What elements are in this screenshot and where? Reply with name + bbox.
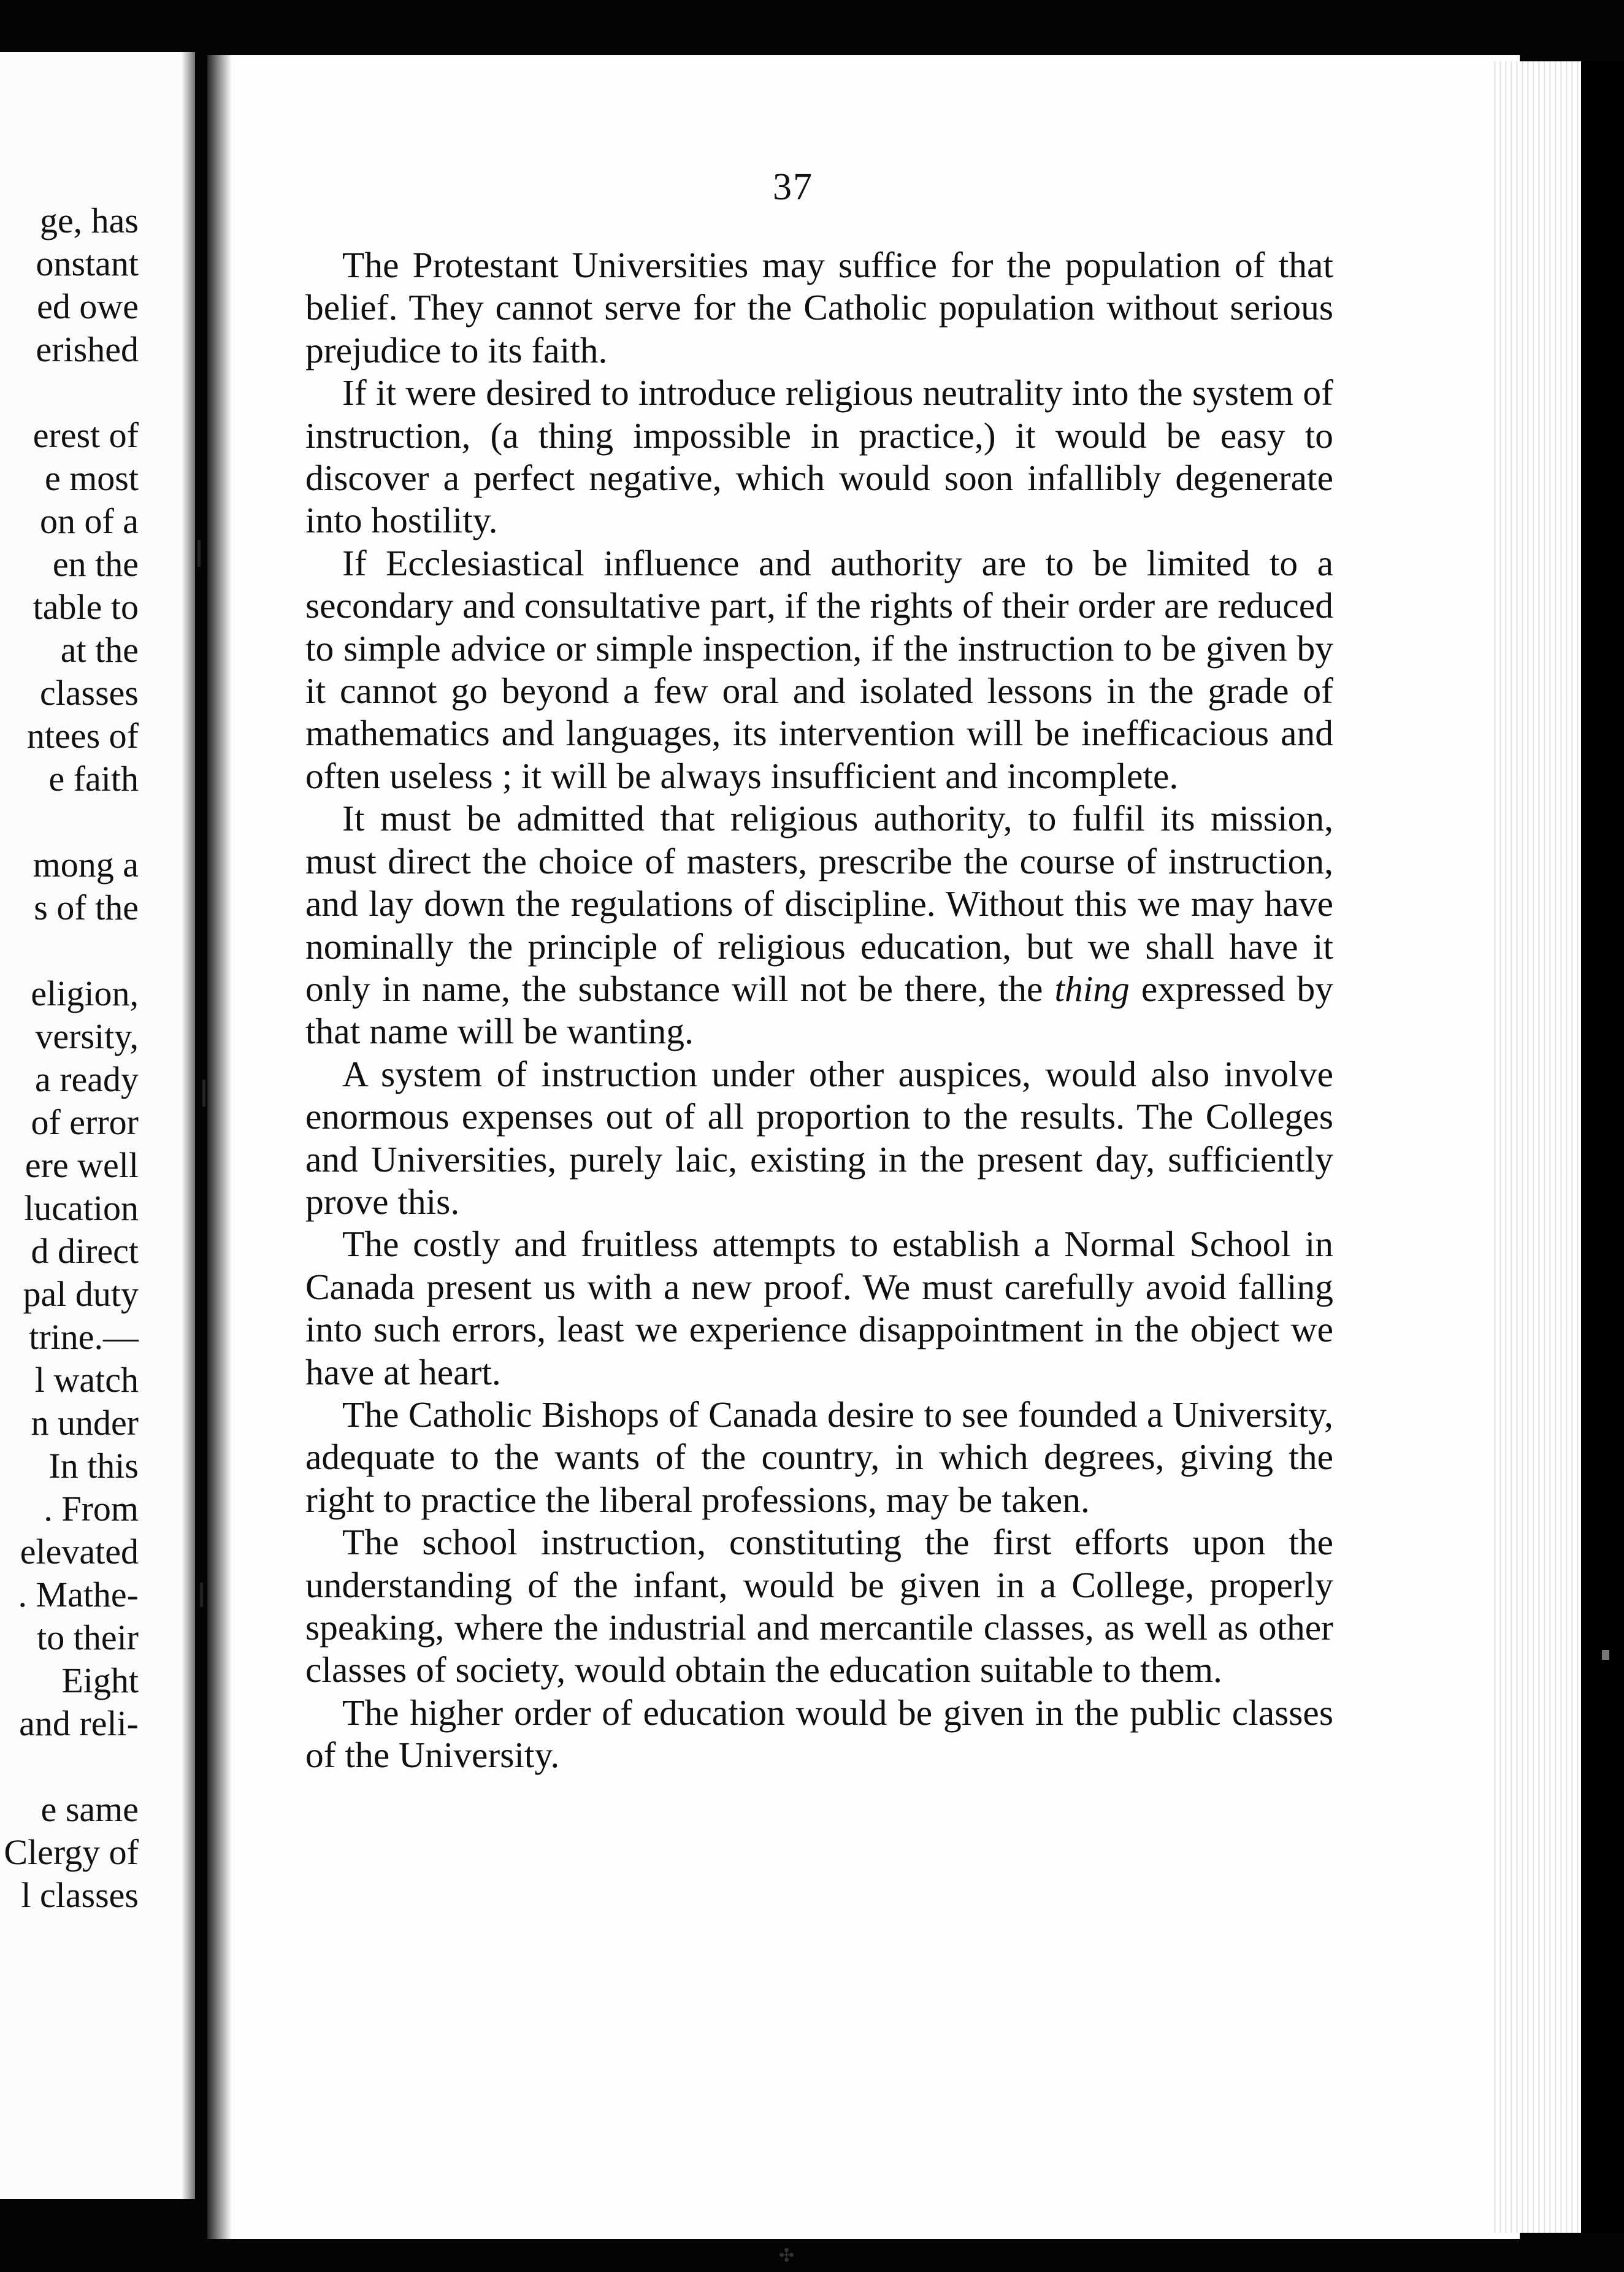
left-page-line: e faith: [48, 759, 139, 799]
left-page-line: ge, has: [39, 201, 139, 240]
paragraph-text: If it were desired to introduce religious neutrality into the system of instruction, (a thing impossible in practice,) it would be easy to discover a perfect negative, which would soon infallibly degenerate into hostility.: [305, 372, 1333, 541]
left-page-line: eligion,: [31, 973, 139, 1013]
page-number: 37: [773, 166, 813, 208]
paragraph-text: A system of instruction under other auspices, would also involve enormous expenses out of all proportion to the results. The Colleges and Universities, purely laic, existing in the present day, sufficiently prove this.: [305, 1053, 1333, 1222]
gutter-shadow-right: [207, 55, 232, 2239]
body-text: [305, 244, 1333, 1777]
scan-speck: [1602, 1650, 1609, 1660]
left-page-line: mong a: [33, 845, 139, 885]
paragraph: [305, 1692, 1333, 1777]
left-page-line: pal duty: [23, 1274, 139, 1314]
left-page-line: classes: [39, 673, 139, 713]
left-page-line: n under: [31, 1403, 139, 1443]
paragraph: [305, 797, 1333, 1053]
page-edges-shadow: [1581, 61, 1624, 2233]
binding-mark: [202, 1080, 205, 1107]
paragraph-text: The Protestant Universities may suffice for the population of that belief. They cannot serve for the Catholic population without serious prejudice to its faith.: [305, 245, 1333, 370]
left-page-line: elevated: [20, 1532, 139, 1572]
left-page-line: to their: [37, 1618, 139, 1657]
paragraph-text: If Ecclesiastical influence and authority are to be limited to a secondary and consultative part, if the rights of their order are reduced to simple advice or simple inspection, if the instruction to be given by it cannot go beyond a few oral and isolated lessons in the grade of mathematics and languages, its intervention will be inefficacious and often useless ; it will be always insufficient and incomplete.: [305, 542, 1333, 796]
left-page-line: at the: [60, 630, 139, 670]
binding-mark: [197, 540, 201, 567]
left-page-line: . From: [44, 1489, 139, 1529]
scan-speck: ✣: [779, 2246, 795, 2266]
left-page-line: lucation: [24, 1188, 139, 1228]
left-page-line: Eight: [61, 1660, 139, 1700]
left-page-line: en the: [52, 544, 139, 584]
gutter-shadow-left: [182, 52, 195, 2199]
left-page-fragment: [0, 52, 195, 2199]
paragraph-text: It must be admitted that religious authority, to fulfil its mission, must direct the choice of masters, prescribe the course of instruction, and lay down the regulations of discipline. Without this we may have nominally the principle of religious education, but we shall have it only in name, the substance will not be there, the: [305, 798, 1333, 1009]
paragraph: [305, 372, 1333, 542]
left-page-line: l classes: [21, 1875, 139, 1915]
paragraph: [305, 1394, 1333, 1521]
left-page-line: onstant: [36, 244, 139, 283]
left-page-line: l watch: [34, 1360, 139, 1400]
paragraph-text: The costly and fruitless attempts to establish a Normal School in Canada present us with a new proof. We must carefully avoid falling into such errors, least we experience disappointment in the object we have at heart.: [305, 1224, 1333, 1392]
page-edges: [1490, 61, 1581, 2233]
left-page-line: . Mathe-: [18, 1575, 139, 1614]
left-page-line: a ready: [34, 1059, 139, 1099]
left-page-line: erished: [36, 329, 139, 369]
paragraph: [305, 1223, 1333, 1394]
left-page-line: ntees of: [27, 716, 139, 756]
paragraph: [305, 542, 1333, 797]
left-page-line: s of the: [34, 888, 139, 927]
left-page-line: e same: [40, 1789, 139, 1829]
paragraph-text: The Catholic Bishops of Canada desire to see founded a University, adequate to the wants of the country, in which degrees, giving the right to practice the liberal professions, may be taken.: [305, 1394, 1333, 1520]
left-page-line: d direct: [31, 1231, 139, 1271]
left-page-line: e most: [44, 458, 139, 498]
left-page-line: on of a: [39, 501, 139, 541]
left-page-line: of error: [31, 1102, 139, 1142]
paragraph-text: expressed by that name will be wanting.: [305, 968, 1333, 1052]
left-page-line: Clergy of: [4, 1832, 139, 1872]
left-page-line: In this: [48, 1446, 139, 1486]
italic-text: thing: [1054, 968, 1130, 1009]
binding-mark: [200, 1583, 203, 1607]
paragraph: [305, 244, 1333, 372]
left-page-line: table to: [33, 587, 139, 627]
left-page-line: erest of: [33, 415, 139, 455]
left-page-line: and reli-: [19, 1703, 139, 1743]
paragraph: [305, 1053, 1333, 1224]
paragraph-text: The higher order of education would be given in the public classes of the University.: [305, 1692, 1333, 1776]
paragraph-text: The school instruction, constituting the first efforts upon the understanding of the infant, would be given in a College, properly speaking, where the industrial and mercantile classes, as well as other classes of society, would obtain the education suitable to them.: [305, 1522, 1333, 1691]
left-page-line: trine.—: [29, 1317, 139, 1357]
paragraph: [305, 1521, 1333, 1692]
left-page-line: ere well: [25, 1145, 139, 1185]
left-page-line: versity,: [35, 1016, 139, 1056]
left-page-line: ed owe: [37, 286, 139, 326]
